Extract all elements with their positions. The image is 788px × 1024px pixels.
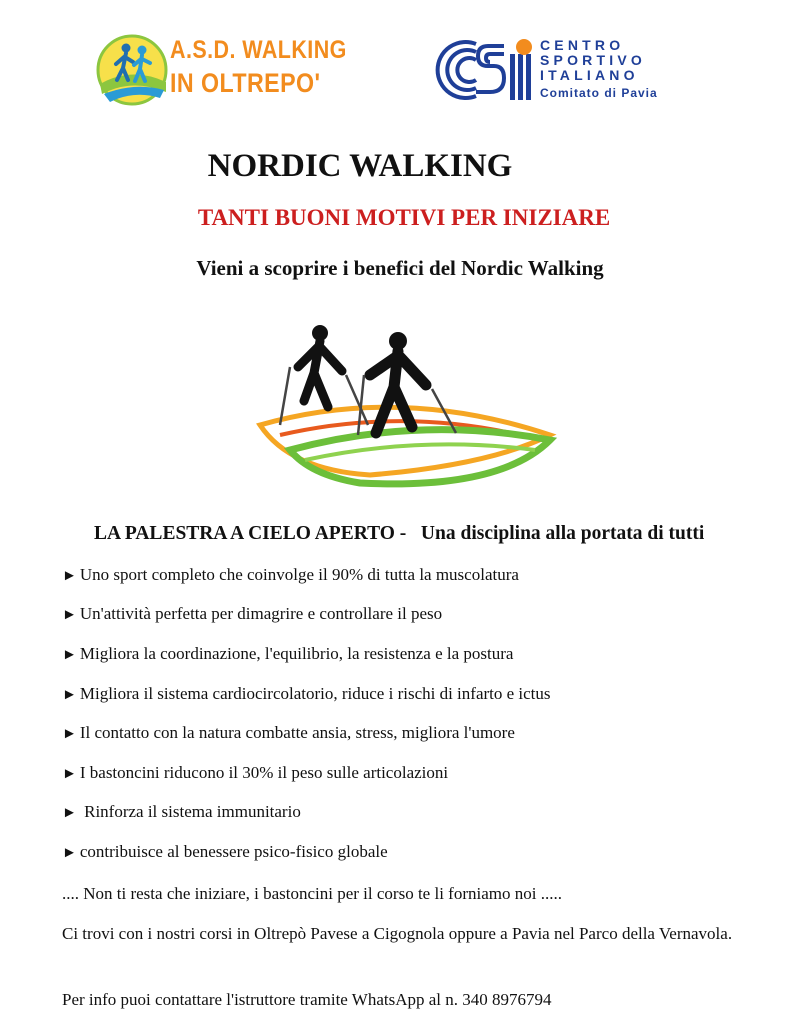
tagline: Vieni a scoprire i benefici del Nordic Walking [196, 256, 604, 280]
section-heading: LA PALESTRA A CIELO APERTO - Una disciplina alla portata di tutti [94, 523, 705, 544]
csi-logo-line1: CENTRO [540, 37, 625, 53]
arrow-right-icon: ► [62, 607, 77, 623]
walkers-logo-icon [96, 32, 168, 108]
contact-text: Per info puoi contattare l'istruttore tramite WhatsApp al n. 340 8976794 [62, 990, 552, 1009]
nordic-walkers-icon [250, 315, 560, 495]
arrow-right-icon: ► [62, 845, 77, 861]
asd-logo [96, 30, 346, 110]
benefit-item: ► Il contatto con la natura combatte ansia, stress, migliora l'umore [62, 723, 515, 742]
locations-text: Ci trovi con i nostri corsi in Oltrepò Pavese a Cigognola oppure a Pavia nel Parco della Vernavola. [62, 924, 733, 943]
arrow-right-icon: ► [62, 726, 77, 742]
csi-logo-line2: SPORTIVO [540, 52, 646, 68]
arrow-right-icon: ► [62, 766, 77, 782]
benefit-item: ► Un'attività perfetta per dimagrire e controllare il peso [62, 604, 443, 623]
arrow-right-icon: ► [62, 687, 77, 703]
arrow-right-icon: ► [62, 805, 77, 821]
benefit-item: ► Migliora la coordinazione, l'equilibrio, la resistenza e la postura [62, 644, 514, 663]
csi-logo-line4: Comitato di Pavia [540, 86, 658, 100]
benefit-item: ► Rinforza il sistema immunitario [62, 802, 301, 821]
benefit-item: ► contribuisce al benessere psico-fisico globale [62, 842, 388, 861]
csi-logo-icon [432, 34, 538, 106]
benefit-item: ► Uno sport completo che coinvolge il 90% di tutta la muscolatura [62, 565, 519, 584]
csi-logo [432, 34, 672, 108]
benefit-item: ► I bastoncini riducono il 30% il peso sulle articolazioni [62, 763, 449, 782]
asd-logo-line1: A.S.D. WALKING [170, 36, 347, 64]
page-title: NORDIC WALKING [207, 148, 513, 184]
page-subtitle: TANTI BUONI MOTIVI PER INIZIARE [197, 205, 611, 230]
asd-logo-line2: IN OLTREPO' [170, 68, 321, 98]
arrow-right-icon: ► [62, 568, 77, 584]
csi-logo-line3: ITALIANO [540, 67, 639, 83]
closing-text: .... Non ti resta che iniziare, i bastoncini per il corso te li forniamo noi ..... [62, 884, 562, 903]
benefit-item: ► Migliora il sistema cardiocircolatorio, riduce i rischi di infarto e ictus [62, 684, 551, 703]
arrow-right-icon: ► [62, 647, 77, 663]
